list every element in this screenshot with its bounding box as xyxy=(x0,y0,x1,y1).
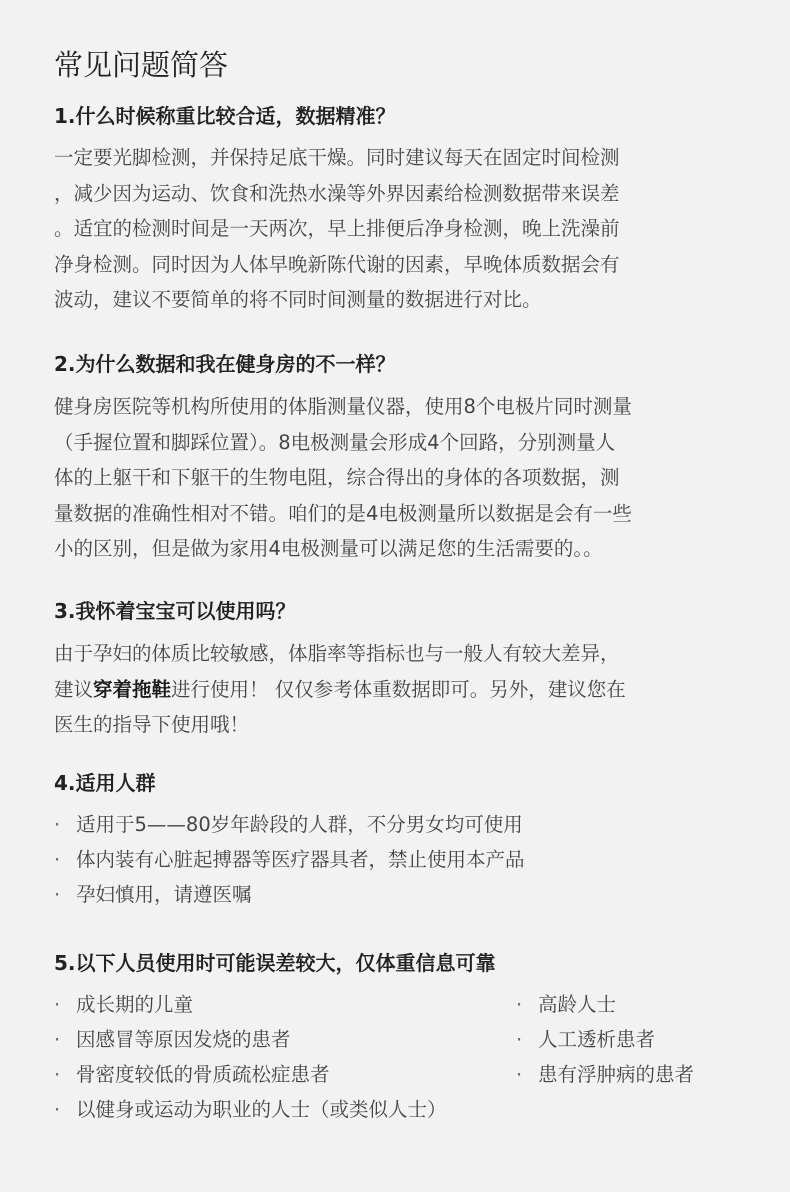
list-item xyxy=(54,1057,447,1092)
page-title: 常见问题简答 xyxy=(54,48,229,82)
bullet-icon: · xyxy=(54,1063,61,1086)
slippers-emphasis: 穿着拖鞋 xyxy=(93,677,172,701)
section-5-heading: 5.以下人员使用时可能误差较大，仅体重信息可靠 xyxy=(54,951,496,975)
list-item-text: 患有浮肿病的患者 xyxy=(538,1063,695,1086)
list-item-text: 适用于5——80岁年龄段的人群，不分男女均可使用 xyxy=(76,813,523,836)
question-1-heading: 1.什么时候称重比较合适，数据精准？ xyxy=(54,104,396,128)
list-item-text: 成长期的儿童 xyxy=(76,993,194,1016)
answer-3-line2-post: 进行使用！ 仅仅参考体重数据即可。另外，建议您在 xyxy=(171,677,626,701)
question-3-heading: 3.我怀着宝宝可以使用吗？ xyxy=(54,599,296,623)
bullet-icon: · xyxy=(516,993,523,1016)
list-item xyxy=(516,1057,694,1092)
left-column xyxy=(54,987,447,1127)
answer-3-text xyxy=(54,636,626,743)
list-item-text: 人工透析患者 xyxy=(538,1028,656,1051)
bullet-icon: · xyxy=(516,1063,523,1086)
list-item xyxy=(54,1022,447,1057)
answer-2-line: 体的上躯干和下躯干的生物电阻，综合得出的身体的各项数据，测 xyxy=(54,466,620,489)
section-4-heading: 4.适用人群 xyxy=(54,771,156,795)
list-item-text: 骨密度较低的骨质疏松症患者 xyxy=(76,1063,330,1086)
answer-3-line: 医生的指导下使用哦！ xyxy=(54,713,250,736)
bullet-icon: · xyxy=(54,1098,61,1121)
answer-3-line: 由于孕妇的体质比较敏感，体脂率等指标也与一般人有较大差异， xyxy=(54,642,620,665)
list-item xyxy=(54,1092,447,1127)
answer-2-text xyxy=(54,389,632,567)
answer-1-text xyxy=(54,140,620,318)
answer-2-line: 小的区别，但是做为家用4电极测量可以满足您的生活需要的。。 xyxy=(54,537,603,560)
list-item xyxy=(516,1022,694,1057)
list-item xyxy=(54,807,525,842)
list-item-text: 孕妇慎用，请遵医嘱 xyxy=(76,883,252,906)
bullet-icon: · xyxy=(516,1028,523,1051)
right-column xyxy=(516,987,694,1092)
answer-2-line: （手握位置和脚踩位置）。8电极测量会形成4个回路，分别测量人 xyxy=(54,430,616,454)
bullet-icon: · xyxy=(54,883,61,906)
bullet-icon: · xyxy=(54,813,61,836)
answer-1-line: ，减少因为运动、饮食和洗热水澡等外界因素给检测数据带来误差 xyxy=(54,181,620,205)
bullet-icon: · xyxy=(54,848,61,871)
answer-1-line: 净身检测。同时因为人体早晚新陈代谢的因素，早晚体质数据会有 xyxy=(54,252,620,276)
answer-1-line: 。适宜的检测时间是一天两次，早上排便后净身检测，晚上洗澡前 xyxy=(54,217,620,240)
answer-1-line: 一定要光脚检测，并保持足底干燥。同时建议每天在固定时间检测 xyxy=(54,146,620,169)
answer-1-line: 波动，建议不要简单的将不同时间测量的数据进行对比。 xyxy=(54,288,542,311)
bullet-icon: · xyxy=(54,993,61,1016)
bullet-icon: · xyxy=(54,1028,61,1051)
answer-3-line2-pre: 建议 xyxy=(54,677,94,701)
answer-3-line xyxy=(54,672,626,708)
question-2-heading: 2.为什么数据和我在健身房的不一样？ xyxy=(54,352,396,376)
suitable-people-list xyxy=(54,807,525,912)
list-item-text: 高龄人士 xyxy=(538,993,617,1016)
list-item-text: 以健身或运动为职业的人士（或类似人士） xyxy=(76,1098,447,1121)
list-item xyxy=(54,877,525,912)
list-item xyxy=(516,987,694,1022)
answer-2-line: 量数据的准确性相对不错。咱们的是4电极测量所以数据是会有一些 xyxy=(54,501,632,525)
answer-2-line: 健身房医院等机构所使用的体脂测量仪器，使用8个电极片同时测量 xyxy=(54,395,632,418)
list-item xyxy=(54,987,447,1022)
list-item-text: 因感冒等原因发烧的患者 xyxy=(76,1028,291,1051)
list-item-text: 体内装有心脏起搏器等医疗器具者，禁止使用本产品 xyxy=(76,848,525,871)
list-item xyxy=(54,842,525,877)
